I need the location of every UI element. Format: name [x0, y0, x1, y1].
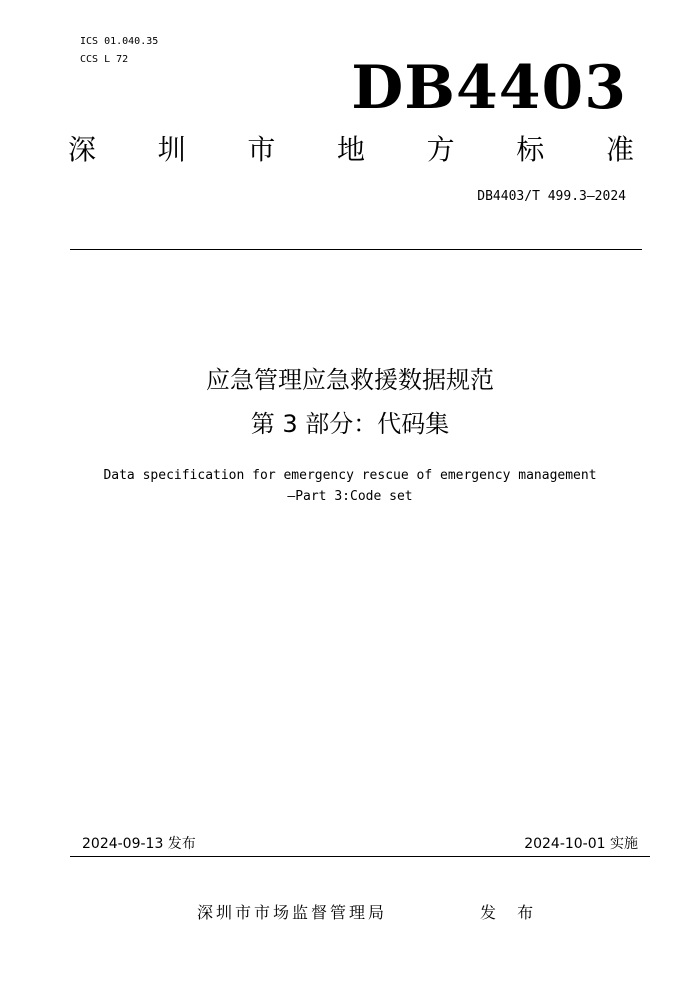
issue-date: 2024-09-13 发布 — [82, 836, 196, 852]
db-logo: DB4403 — [351, 53, 627, 123]
standard-type-char: 市 — [247, 133, 276, 166]
standard-type-char: 圳 — [157, 133, 186, 166]
standard-type-char: 地 — [336, 133, 365, 166]
ccs-code: CCS L 72 — [80, 54, 129, 65]
standard-type — [68, 132, 634, 168]
standard-type-char: 方 — [426, 133, 455, 166]
top-divider — [70, 249, 642, 250]
bottom-divider — [70, 856, 650, 857]
title-chinese-line1: 应急管理应急救援数据规范 — [206, 366, 494, 394]
ics-code: ICS 01.040.35 — [80, 36, 159, 47]
title-english-line1: Data specification for emergency rescue of emergency management — [103, 468, 597, 483]
standard-number: DB4403/T 499.3—2024 — [477, 189, 626, 204]
standard-type-char: 标 — [516, 133, 545, 166]
issue-label: 发 布 — [480, 903, 542, 922]
issuing-authority: 深圳市市场监督管理局 — [197, 903, 388, 922]
standard-type-char: 深 — [68, 133, 97, 166]
implementation-date: 2024-10-01 实施 — [524, 836, 638, 852]
standard-type-char: 准 — [605, 133, 634, 166]
title-english-line2: —Part 3:Code set — [287, 489, 413, 504]
title-chinese-line2: 第 3 部分：代码集 — [250, 410, 450, 438]
